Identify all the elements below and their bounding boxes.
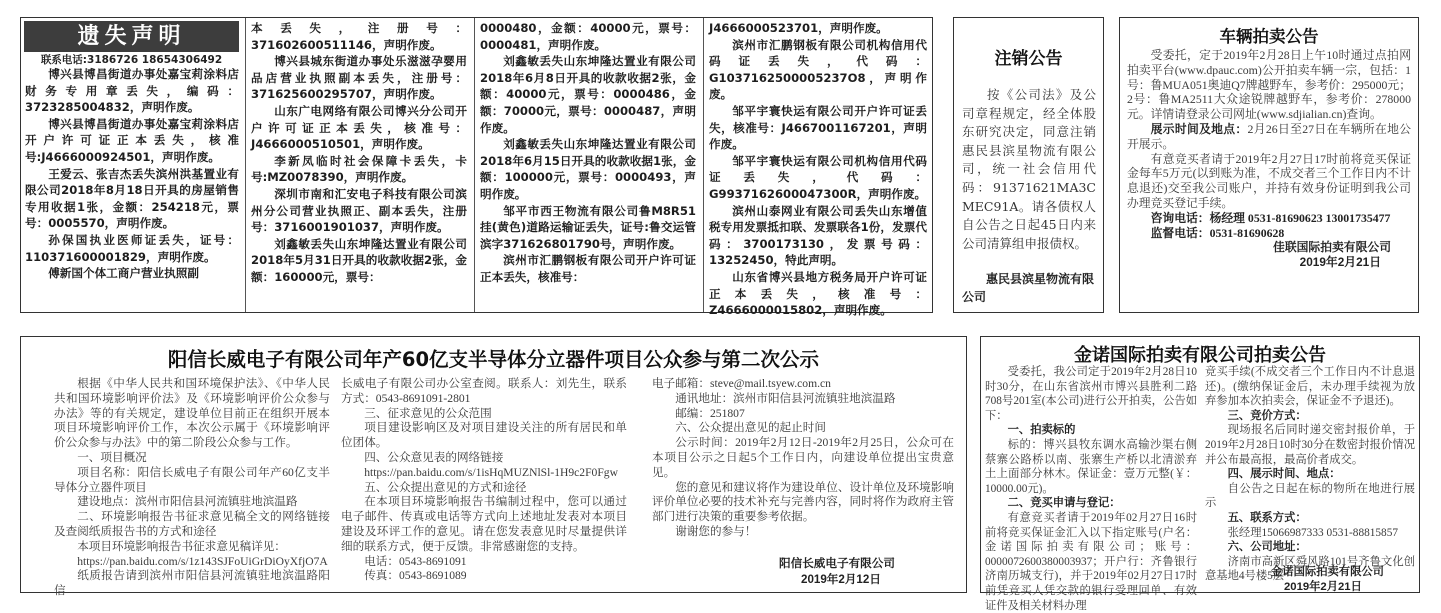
yangxin-column-1 [54, 377, 330, 598]
paragraph: 四、展示时间、地点： [1227, 468, 1341, 481]
paragraph: 博兴县博昌街道办事处嘉宝莉涂料店开户许可证正本丢失，核准号:J4666000924501，声明作废。 [25, 116, 239, 164]
paragraph: 建设地点：滨州市阳信县河流镇驻地滨温路 [77, 495, 298, 509]
paragraph: 山东广电网络有限公司博兴分公司开户许可证正本丢失，核准号：J4666000510501，声明作废。 [251, 103, 467, 152]
car-auction-body [1127, 48, 1411, 270]
jinnuo-column-1 [985, 365, 1197, 612]
paragraph: 滨州市汇鹏钢板有限公司开户许可证正本丢失，核准号： [480, 253, 696, 284]
yangxin-sign: 阳信长威电子有限公司 [779, 557, 895, 570]
paragraph: 李新凤临时社会保障卡丢失，卡号:MZ0078390，声明作废。 [251, 153, 467, 185]
car-auction-box [1119, 17, 1419, 313]
lost-column-2 [251, 20, 467, 312]
lost-column-3 [480, 20, 696, 312]
paragraph: 有意竞买者请于2019年02月27日16时前将竞买保证金汇入以下指定账号(户名：金诺国际拍卖有限公司；账号：0000072600380003937；开户行：齐鲁银行济南历城支行)，并于2019年02月27日17时前凭竞买人凭交款的银行受理回单、有效证件及相关材料办理 [985, 511, 1197, 612]
paragraph: 本丢失，注册号：371602600511146，声明作废。 [251, 21, 467, 52]
jinnuo-company: 金诺国际拍卖有限公司 [1271, 566, 1384, 578]
jinnuo-auction-box [980, 336, 1420, 612]
paragraph: 根据《中华人民共和国环境保护法》、《中华人民共和国环境影响评价法》及《环境影响评价公众参与办法》等的有关规定，建设单位目前正在组织开展本项目环境影响评价工作，本次公示属于《环境影响评价公众参与办法》中的第二阶段公众参与工作。 [54, 377, 330, 450]
paragraph: 项目名称：阳信长威电子有限公司年产60亿支半导体分立器件项目 [54, 465, 330, 494]
jinnuo-column-2 [1205, 365, 1415, 592]
paragraph: 长威电子有限公司办公室查阅。联系人：刘先生，联系方式：0543-8691091-2801 [341, 377, 627, 405]
paragraph: 五、公众提出意见的方式和途径 [364, 480, 527, 494]
paragraph: J4666000523701，声明作废。 [709, 21, 888, 35]
paragraph: 邮编：251807 [675, 406, 745, 420]
paragraph: 二、环境影响报告书征求意见稿全文的网络链接及查阅纸质报告书的方式和途径 [54, 510, 330, 538]
lost-notice-title: 遗失声明 [24, 21, 239, 52]
car-auction-p1: 受委托，定于2019年2月28日上午10时通过点拍网拍卖平台(www.dpauc.com)公开拍卖车辆一宗，包括：1号：鲁MUA051奥迪Q7牌越野车，参考价：295000元；2号：鲁MA2511大众途锐牌越野车，参考价：278000元。详情请登录公司网址(www.sdjialian.cn)查询。 [1127, 48, 1411, 122]
paragraph: 您的意见和建议将作为建设单位、设计单位及环境影响评价单位必要的技术补充与完善内容，同时将作为政府主管部门进行决策的重要参考依据。 [652, 480, 954, 524]
jinnuo-date: 2019年2月21日 [1284, 581, 1362, 593]
paragraph: 0000480，金额：40000元，票号：0000481，声明作废。 [480, 21, 696, 52]
paragraph: 现场报名后同时递交密封报价单，于2019年2月28日10时30分在数密封报价情况并公布最高报，最高价者成交。 [1205, 424, 1415, 466]
paragraph: 三、竞价方式： [1227, 409, 1307, 422]
paragraph: 公示时间：2019年2月12日-2019年2月25日，公众可在本项目公示之日起5个工作日内，向建设单位提出宝贵意见。 [652, 436, 954, 479]
paragraph: 二、竞买申请与登记： [1007, 497, 1121, 510]
paragraph: 博兴县城东街道办事处乐滋滋孕婴用品店营业执照副本丢失，注册号：371625600295707，声明作废。 [251, 54, 467, 102]
cancel-notice-sign: 惠民县滨星物流有限公司 [962, 272, 1095, 304]
paragraph: https://pan.baidu.com/s/1z143SJFoUiGrDiOyXfjO7A [77, 554, 328, 568]
car-auction-p3: 有意竞买者请于2019年2月27日17时前将竞买保证金每车5万元(以到账为准，不成交者三个工作日内不计息退还)交至我公司账户，并持有效身份证明到我公司办理竞买登记手续。 [1127, 151, 1411, 210]
paragraph: 电子邮箱：steve@mail.tsyew.com.cn [652, 377, 831, 390]
car-auction-p2-text: 2月26日至27日在车辆所在地公开展示。 [1127, 121, 1411, 151]
paragraph: 电话：0543-8691091 [364, 554, 467, 568]
paragraph: 四、公众意见表的网络链接 [364, 450, 504, 464]
paragraph: 自公告之日起在标的物所在地进行展示 [1205, 482, 1415, 510]
paragraph: 五、联系方式： [1227, 511, 1307, 524]
paragraph: 谢谢您的参与！ [675, 524, 757, 538]
car-auction-consult: 咨询电话：杨经理 0531-81690623 13001735477 [1150, 210, 1391, 225]
paragraph: 济南市高新区舜风路101号齐鲁文化创意基地4号楼5层 [1205, 555, 1415, 583]
paragraph: 六、公司地址： [1227, 541, 1307, 554]
paragraph: 张经理15066987333 0531-88815857 [1227, 526, 1398, 539]
paragraph: 纸质报告请到滨州市阳信县河流镇驻地滨温路阳信 [54, 569, 330, 598]
paragraph: 标的：博兴县牧东调水高输沙渠右侧蔡寨公路桥以南、张寨生产桥以北清淤弃土上面部分林木。保证金：壹万元整(￥：10000.00元)。 [985, 438, 1197, 495]
jinnuo-title: 金诺国际拍卖有限公司拍卖公告 [1074, 345, 1326, 366]
paragraph: 滨州山泰网业有限公司丢失山东增值税专用发票抵扣联、发票联各1份，发票代码：3700173130，发票号码：13252450，特此声明。 [709, 203, 927, 268]
car-auction-date: 2019年2月21日 [1299, 255, 1381, 270]
cancel-notice-box [953, 17, 1104, 313]
paragraph: 通讯地址：滨州市阳信县河流镇驻地滨温路 [675, 391, 896, 405]
paragraph: 一、项目概况 [77, 450, 147, 464]
cancel-notice-body: 按《公司法》及公司章程规定，经全体股东研究决定，同意注销惠民县滨星物流有限公司，统一社会信用代码：91371621MA3CMEC91A。请各债权人自公告之日起45日内来公司清算组申报债权。 [962, 87, 1096, 251]
paragraph: 深圳市南和汇安电子科技有限公司滨州分公司营业执照正、副本丢失，注册号：3716001901037，声明作废。 [251, 186, 467, 235]
paragraph: 邹平宇寰快运有限公司机构信用代码证丢失，代码：G9937162600047300R，声明作废。 [709, 153, 927, 201]
paragraph: 本项目环境影响报告书征求意见稿详见： [77, 539, 286, 553]
paragraph: 刘鑫敏丢失山东坤隆达置业有限公司2018年6月15日开具的收款收据1张，金额：100000元，票号：0000493，声明作废。 [480, 137, 696, 201]
lost-notice-contact: 联系电话:3186726 18654306492 [40, 54, 223, 66]
cancel-notice-title: 注销公告 [994, 49, 1063, 69]
yangxin-date: 2019年2月12日 [801, 573, 881, 586]
paragraph: 刘鑫敏丢失山东坤隆达置业有限公司2018年5月31日开具的收款收据2张，金额：160000元，票号： [251, 236, 467, 284]
paragraph: 滨州市汇鹏钢板有限公司机构信用代码证丢失，代码：G1037162500005237O8，声明作废。 [709, 37, 927, 102]
paragraph: 项目建设影响区及对项目建设关注的所有居民和单位团体。 [341, 421, 627, 450]
paragraph: 王爱云、张吉杰丢失滨州洪基置业有限公司2018年8月18日开具的房屋销售专用收据1张，金额：254218元，票号：0005570，声明作废。 [25, 166, 239, 231]
car-auction-title: 车辆拍卖公告 [1219, 27, 1319, 46]
paragraph: 邹平宇寰快运有限公司开户许可证丢失，核准号：J4667001167201，声明作废。 [709, 103, 927, 152]
paragraph: https://pan.baidu.com/s/1isHqMUZNlSl-1H9c2F0Fgw [364, 465, 618, 479]
paragraph: 竞买手续(不成交者三个工作日内不计息退还)。(缴纳保证金后，未办理手续视为放弃参加本次拍卖会，保证金不予退还)。 [1205, 366, 1415, 408]
paragraph: 三、征求意见的公众范围 [364, 406, 492, 420]
paragraph: 邹平市西王物流有限公司鲁M8R51挂(黄色)道路运输证丢失，证号:鲁交运管滨字371626801790号，声明作废。 [480, 203, 696, 251]
lost-notice-box [20, 17, 933, 318]
car-auction-supervise: 监督电话：0531-81690628 [1150, 225, 1285, 240]
lost-column-4 [709, 20, 927, 318]
paragraph: 受委托，我公司定于2019年2月28日10时30分，在山东省滨州市博兴县胜利二路708号201室(本公司)进行公开拍卖，公告如下： [985, 366, 1197, 422]
paragraph: 一、拍卖标的 [1007, 424, 1076, 437]
paragraph: 博兴县博昌街道办事处嘉宝莉涂料店财务专用章丢失，编码：3723285004832，声明作废。 [25, 67, 239, 115]
lost-column-1 [25, 66, 239, 312]
yangxin-column-2 [341, 377, 627, 590]
paragraph: 刘鑫敏丢失山东坤隆达置业有限公司2018年6月8日开具的收款收据2张，金额：40000元，票号：0000486，金额：70000元，票号：0000487，声明作废。 [480, 54, 696, 135]
paragraph: 傅新国个体工商户营业执照副 [48, 266, 199, 281]
paragraph: 山东省博兴县地方税务局开户许可证正本丢失，核准号：Z4666000015802，声明作废。 [709, 269, 927, 318]
paragraph: 孙保国执业医师证丢失，证号：110371600001829，声明作废。 [25, 232, 239, 264]
yangxin-title: 阳信长威电子有限公司年产60亿支半导体分立器件项目公众参与第二次公示 [167, 348, 820, 371]
yangxin-notice-box [20, 336, 967, 598]
car-auction-company: 佳联国际拍卖有限公司 [1273, 240, 1391, 255]
paragraph: 在本项目环境影响报告书编制过程中，您可以通过电子邮件、传真或电话等方式向上述地址发表对本项目建设及环评工作的意见。请在您发表意见时尽量提供详细的联系方式，便于反馈。非常感谢您的支持。 [341, 495, 627, 553]
paragraph: 六、公众提出意见的起止时间 [675, 421, 826, 435]
car-auction-p2 [1127, 122, 1411, 152]
car-auction-p2-label: 展示时间及地点： [1150, 121, 1248, 136]
paragraph: 传真：0543-8691089 [364, 569, 467, 583]
